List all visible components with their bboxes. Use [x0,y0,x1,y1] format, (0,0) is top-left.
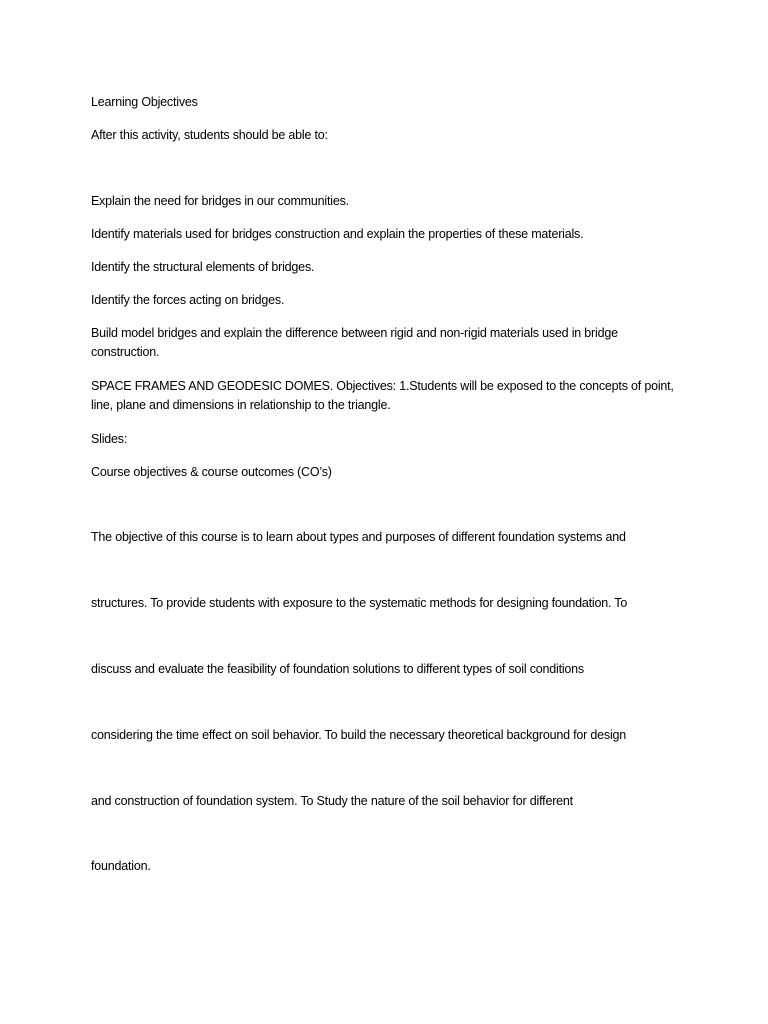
intro-text: After this activity, students should be able to: [91,128,328,142]
objective-item: Identify materials used for bridges construction and explain the properties of these materials. [91,227,584,241]
slides-label: Slides: [91,432,128,446]
learning-objectives-heading: Learning Objectives [91,95,198,109]
objective-item: Identify the structural elements of bridges. [91,260,315,274]
course-paragraph-line: and construction of foundation system. To Study the nature of the soil behavior for different [91,794,573,808]
course-paragraph-line: structures. To provide students with exposure to the systematic methods for designing foundation. To [91,596,628,610]
course-paragraph-line: considering the time effect on soil behavior. To build the necessary theoretical background for design [91,728,627,742]
course-objectives-heading: Course objectives & course outcomes (CO’s) [91,465,332,479]
objective-item: Explain the need for bridges in our communities. [91,194,349,208]
course-paragraph-line: The objective of this course is to learn about types and purposes of different foundation systems and [91,530,626,544]
objective-item: Build model bridges and explain the difference between rigid and non-rigid materials used in bridge construction. [91,326,618,359]
objective-item: Identify the forces acting on bridges. [91,293,285,307]
space-frames-paragraph: SPACE FRAMES AND GEODESIC DOMES. Objectives: 1.Students will be exposed to the concepts of point, line, plane and dimensions in relationship to the triangle. [91,379,674,412]
course-paragraph-line: foundation. [91,859,151,873]
course-paragraph-line: discuss and evaluate the feasibility of foundation solutions to different types of soil conditions [91,662,584,676]
